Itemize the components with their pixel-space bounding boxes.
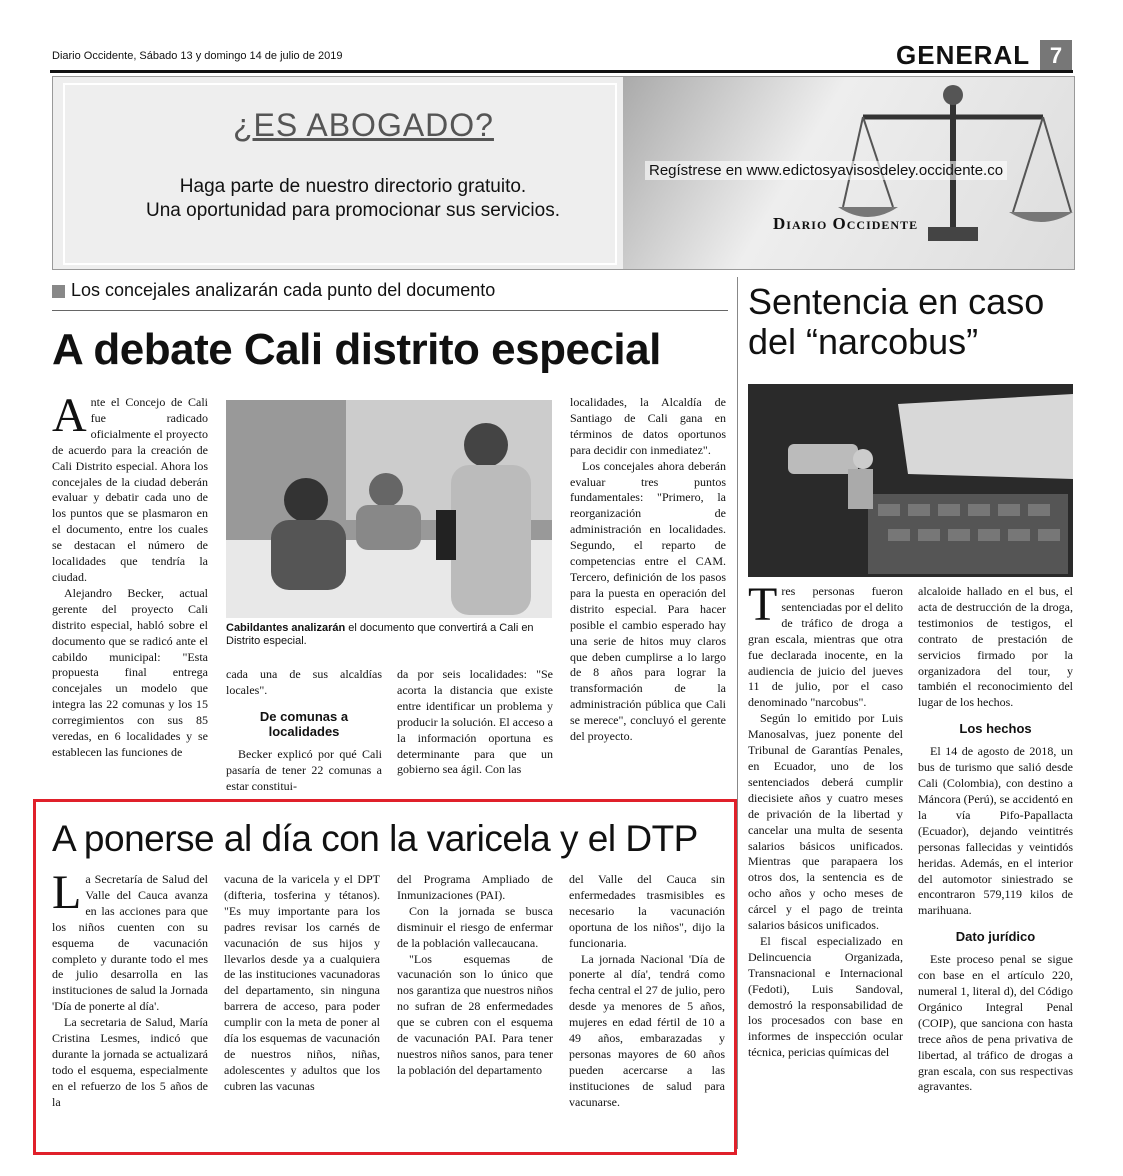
paragraph: a Secretaría de Salud del Valle del Cauca avanza en las acciones para que los niños cuenten con su esquema de vacunación completo y durante todo el mes de julio desarrolla en las instituciones de salud la Jornada 'Día de ponerte al día'. [52, 872, 208, 1014]
kicker-rule [52, 310, 728, 311]
paragraph: La jornada Nacional 'Día de ponerte al día', tendrá como fecha central el 27 de julio, pero desde ya menores de 5 años, mujeres en edad fértil de 10 a 49 años, embarazadas y personas mayores de 60 años pueden acercarse a las instituciones de salud para vacunarse. [569, 951, 725, 1109]
paragraph: res personas fueron sentenciadas por el delito de tráfico de droga a gran escala, mientras que otra fue declarada inocente, en la audiencia de juicio del jueves 11 de julio, por el caso denominado "narcobus". [748, 584, 903, 710]
ad-register-link[interactable]: Regístrese en www.edictosyavisosdeley.occidente.co [645, 161, 1007, 180]
paragraph: Con la jornada se busca disminuir el riesgo de enfermar de la población vallecaucana. [397, 903, 553, 950]
header-rule [50, 70, 1073, 73]
column-divider [737, 277, 738, 1149]
photo-caption [226, 622, 556, 648]
headline-cali-distrito: A debate Cali distrito especial [52, 325, 661, 374]
drop-cap: T [748, 584, 778, 631]
paragraph: Los concejales ahora deberán evaluar tres puntos fundamentales: "Primero, la reorganización de administración en localidades. Segundo, el reparto de competencias entre el CAM. Tercero, definición de los pasos para la puesta en operación del distrito especial. Para hacer posible el cambio esperado hay una serie de hitos muy claros que deben cumplirse a lo largo de 8 años para lograr la transformación de la administración pública que Cali se merece", concluyó el gerente del proyecto. [570, 458, 726, 744]
headline-narcobus: Sentencia en caso del “narcobus” [748, 281, 1045, 362]
drop-cap: A [52, 395, 87, 442]
ad-logo: Diario Occidente [773, 214, 919, 233]
article3-col3 [397, 872, 553, 1134]
paragraph: El fiscal especializado en Delincuencia Organizada, Transnacional e Internacional (Fedoti), Luis Sandoval, demostró la responsabilidad de los procesados con base en informes de inspección ocular técnica, pericias químicas del [748, 933, 903, 1060]
article1-col4 [570, 395, 726, 797]
date-line: Diario Occidente, Sábado 13 y domingo 14 de julio de 2019 [52, 50, 343, 62]
article3-col2 [224, 872, 380, 1134]
subhead: De comunas a localidades [259, 708, 349, 739]
article2-col2 [918, 584, 1073, 1156]
paragraph: "Los esquemas de vacunación son lo único que nos garantiza que nuestros niños no sufran de 28 enfermedades que se cubren con el esquema de vacunación PAI. Para tener nuestros niños sanos, para tener la población del departamento [397, 951, 553, 1077]
drop-cap: L [52, 872, 82, 919]
ad-line-2: Una oportunidad para promocionar sus servicios. [146, 200, 560, 221]
article3-col1 [52, 872, 208, 1134]
subhead: Los hechos [959, 721, 1032, 737]
paragraph: Alejandro Becker, actual gerente del proyecto Cali distrito especial, habló sobre el documento que se radicó ante el cabildo municipal: "Esta propuesta final entrega concejales un modelo que integra las 22 comunas y los 15 corregimientos con sus 85 veredas, en 6 localidades y se establecen las funciones de [52, 585, 208, 759]
headline-varicela: A ponerse al día con la varicela y el DTP [52, 818, 698, 859]
paragraph: El 14 de agosto de 2018, un bus de turismo que salió desde Cali (Colombia), con destino a Máncora (Perú), se accidentó en la vía Pifo-Papallacta (Ecuador), dejando veintitrés personas fallecidas y veintidós heridas. Además, en el interior del automotor siniestrado se encontraron 579,119 kilos de marihuana. [918, 744, 1073, 918]
paragraph: nte el Concejo de Cali fue radicado oficialmente el proyecto de acuerdo para la creación de Cali Distrito especial. Ahora los concejales de la ciudad deberán evaluar y debatir cada uno de los puntos que se plasmaron en el documento, entre los cuales se destacan el número de localidades que tendría la ciudad. [52, 395, 208, 584]
paragraph: Según lo emitido por Luis Manosalvas, juez ponente del Tribunal de Garantías Penales, en Ecuador, uno de los sentenciados deberá cumplir diecisiete años y cuatro meses de privación de la libertad y cancelar una multa de sesenta salarios básicos unificados. Mientras que parapaera los otros dos, la sentencia es de ocho años y ocho meses de cárcel y el pago de treinta salarios básicos unificados. [748, 711, 903, 933]
article1-col3 [397, 667, 553, 797]
paragraph: La secretaria de Salud, María Cristina Lesmes, indicó que durante la jornada se actualizará todo el esquema, especialmente en el refuerzo de los 5 años de la [52, 1015, 208, 1109]
caption-text: el documento que convertirá a Cali en Distrito especial. [226, 622, 534, 647]
ad-banner[interactable] [52, 76, 1075, 270]
photo-narcobus [748, 384, 1073, 577]
paragraph: del Valle del Cauca sin enfermedades trasmisibles es necesario la vacunación oportuna de los niños", dijo la funcionaria. [569, 872, 725, 950]
kicker-text: Los concejales analizarán cada punto del documento [71, 280, 496, 300]
paragraph: Este proceso penal se sigue con base en el artículo 220, numeral 1, literal d), del Código Orgánico Integral Penal (COIP), que sanciona con hasta trece años de pena privativa de libertad, al tráfico de drogas a gran escala, con sus respectivas agravantes. [918, 952, 1073, 1094]
kicker [52, 280, 495, 301]
ad-title: ¿ES ABOGADO? [233, 107, 494, 143]
article1-col1 [52, 395, 208, 797]
subhead: Dato jurídico [955, 929, 1036, 945]
paragraph: Becker explicó por qué Cali pasaría de tener 22 comunas a estar constitui- [226, 746, 382, 793]
paragraph: da por seis localidades: "Se acorta la distancia que existe entre identificar un problema y producir la solución. El acceso a la información oportuna es determinante para que un gobierno sea ágil. Con las [397, 667, 553, 777]
paragraph: del Programa Ampliado de Inmunizaciones (PAI). [397, 872, 553, 902]
article1-col2 [226, 667, 382, 797]
article2-col1 [748, 584, 903, 1156]
paragraph: cada una de sus alcaldías locales". [226, 667, 382, 697]
caption-lead: Cabildantes analizarán [226, 622, 346, 634]
paragraph: localidades, la Alcaldía de Santiago de Cali gana en términos de datos oportunos para decidir con inmediatez". [570, 395, 726, 457]
paragraph: alcaloide hallado en el bus, el acta de destrucción de la droga, testimonios de testigos, el contrato de prestación de servicios firmado por la organizadora del tour, y también el reconocimiento del lugar de los hechos. [918, 584, 1073, 710]
page-number: 7 [1040, 40, 1072, 72]
article3-col4 [569, 872, 725, 1134]
photo-illustration [748, 384, 1073, 577]
photo-illustration [226, 400, 552, 618]
paragraph: vacuna de la varicela y el DPT (difteria, tosferina y tétanos). "Es muy importante para los padres revisar los carnés de vacunación de sus hijos y llevarlos desde ya a cualquiera de las instituciones vacunadoras del departamento, sin ninguna barrera de acceso, para poder cumplir con la meta de poner al día los esquemas de vacunación de nuestros niños, niñas, adolescentes y adultos que los cubren las vacunas [224, 872, 380, 1093]
kicker-square-icon [52, 285, 65, 298]
section-title: GENERAL [896, 40, 1031, 70]
ad-line-1: Haga parte de nuestro directorio gratuito. [179, 176, 527, 197]
photo-council-meeting [226, 400, 552, 618]
